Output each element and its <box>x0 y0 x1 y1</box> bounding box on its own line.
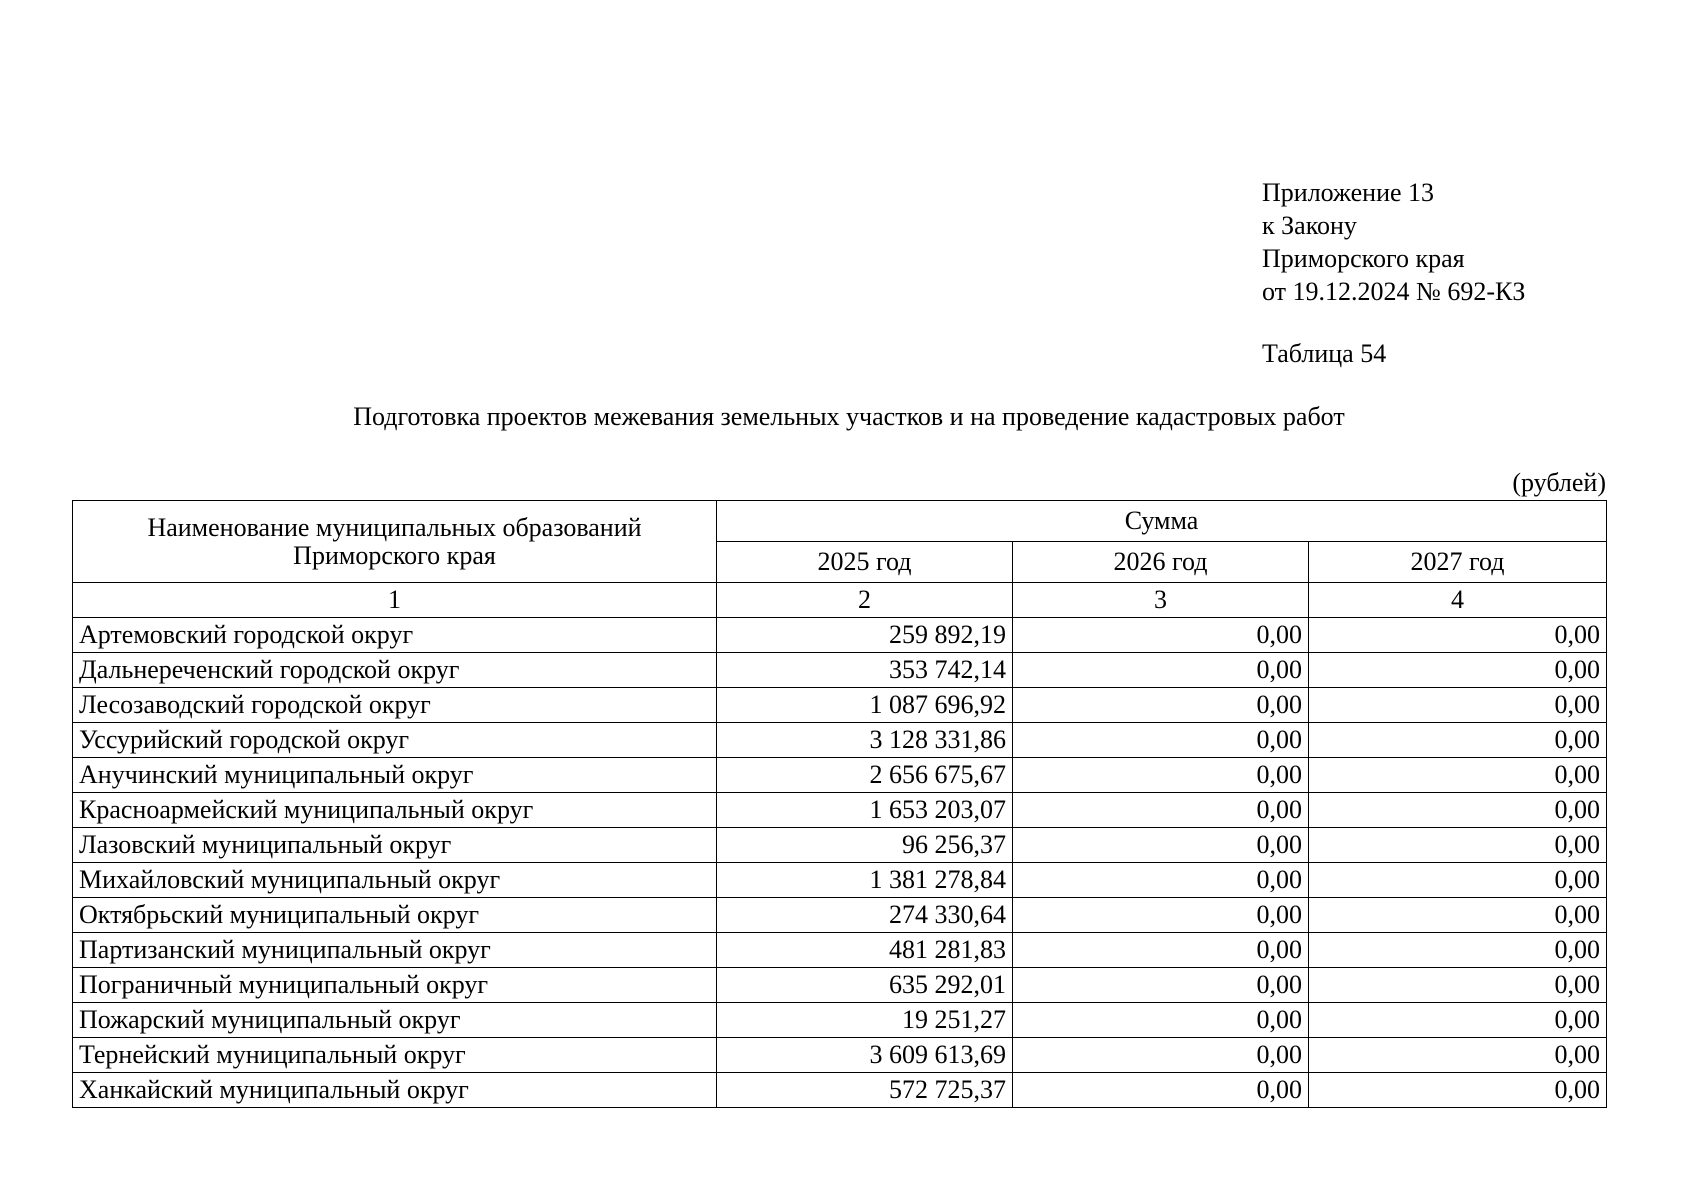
table-row <box>73 1073 1607 1108</box>
municipality-name: Лесозаводский городской округ <box>73 688 717 723</box>
header-year-2025: 2025 год <box>717 542 1013 583</box>
amount-2026: 0,00 <box>1013 1038 1309 1073</box>
table-row <box>73 1003 1607 1038</box>
municipality-name: Тернейский муниципальный округ <box>73 1038 717 1073</box>
appendix-block <box>1262 176 1525 308</box>
header-year-2027: 2027 год <box>1309 542 1607 583</box>
amount-2025: 635 292,01 <box>717 968 1013 1003</box>
table-row <box>73 653 1607 688</box>
amount-2026: 0,00 <box>1013 723 1309 758</box>
amount-2027: 0,00 <box>1309 933 1607 968</box>
amount-2027: 0,00 <box>1309 653 1607 688</box>
amount-2025: 2 656 675,67 <box>717 758 1013 793</box>
amount-2026: 0,00 <box>1013 688 1309 723</box>
municipality-name: Лазовский муниципальный округ <box>73 828 717 863</box>
amount-2025: 19 251,27 <box>717 1003 1013 1038</box>
amount-2025: 572 725,37 <box>717 1073 1013 1108</box>
amount-2027: 0,00 <box>1309 1038 1607 1073</box>
amount-2027: 0,00 <box>1309 1003 1607 1038</box>
amount-2027: 0,00 <box>1309 758 1607 793</box>
municipality-name: Октябрьский муниципальный округ <box>73 898 717 933</box>
municipality-name: Уссурийский городской округ <box>73 723 717 758</box>
header-name-line-2: Приморского края <box>293 540 496 570</box>
table-row <box>73 688 1607 723</box>
table-row <box>73 1038 1607 1073</box>
document-title: Подготовка проектов межевания земельных участков и на проведение кадастровых работ <box>353 402 1345 431</box>
amount-2027: 0,00 <box>1309 863 1607 898</box>
table-row <box>73 618 1607 653</box>
header-name-line-1: Наименование муниципальных образований <box>147 512 642 542</box>
table-row <box>73 758 1607 793</box>
amount-2027: 0,00 <box>1309 723 1607 758</box>
amount-2026: 0,00 <box>1013 1003 1309 1038</box>
column-number: 3 <box>1013 583 1309 618</box>
municipality-name: Красноармейский муниципальный округ <box>73 793 717 828</box>
table-row <box>73 828 1607 863</box>
amount-2026: 0,00 <box>1013 1073 1309 1108</box>
budget-table <box>72 500 1607 1108</box>
amount-2026: 0,00 <box>1013 933 1309 968</box>
amount-2026: 0,00 <box>1013 863 1309 898</box>
amount-2026: 0,00 <box>1013 828 1309 863</box>
municipality-name: Артемовский городской округ <box>73 618 717 653</box>
amount-2027: 0,00 <box>1309 968 1607 1003</box>
column-number: 2 <box>717 583 1013 618</box>
amount-2026: 0,00 <box>1013 898 1309 933</box>
amount-2026: 0,00 <box>1013 618 1309 653</box>
appendix-line-1: Приложение 13 <box>1262 178 1435 207</box>
header-year-2026: 2026 год <box>1013 542 1309 583</box>
amount-2025: 96 256,37 <box>717 828 1013 863</box>
appendix-line-3: Приморского края <box>1262 244 1465 273</box>
municipality-name: Пожарский муниципальный округ <box>73 1003 717 1038</box>
municipality-name: Дальнереченский городской округ <box>73 653 717 688</box>
municipality-name: Анучинский муниципальный округ <box>73 758 717 793</box>
table-row <box>73 863 1607 898</box>
municipality-name: Пограничный муниципальный округ <box>73 968 717 1003</box>
amount-2025: 1 653 203,07 <box>717 793 1013 828</box>
amount-2025: 353 742,14 <box>717 653 1013 688</box>
amount-2027: 0,00 <box>1309 618 1607 653</box>
amount-2025: 1 087 696,92 <box>717 688 1013 723</box>
column-number-row <box>73 583 1607 618</box>
amount-2027: 0,00 <box>1309 793 1607 828</box>
column-number: 1 <box>73 583 717 618</box>
amount-2027: 0,00 <box>1309 898 1607 933</box>
amount-2025: 481 281,83 <box>717 933 1013 968</box>
municipality-name: Михайловский муниципальный округ <box>73 863 717 898</box>
table-row <box>73 793 1607 828</box>
table-row <box>73 898 1607 933</box>
amount-2026: 0,00 <box>1013 653 1309 688</box>
header-sum: Сумма <box>717 501 1607 542</box>
appendix-line-4: от 19.12.2024 № 692-КЗ <box>1262 277 1526 306</box>
municipality-name: Ханкайский муниципальный округ <box>73 1073 717 1108</box>
header-municipality-name <box>73 501 717 583</box>
amount-2025: 3 128 331,86 <box>717 723 1013 758</box>
table-number: Таблица 54 <box>1262 339 1387 368</box>
amount-2026: 0,00 <box>1013 968 1309 1003</box>
column-number: 4 <box>1309 583 1607 618</box>
amount-2026: 0,00 <box>1013 793 1309 828</box>
amount-2025: 274 330,64 <box>717 898 1013 933</box>
amount-2025: 3 609 613,69 <box>717 1038 1013 1073</box>
amount-2025: 1 381 278,84 <box>717 863 1013 898</box>
amount-2027: 0,00 <box>1309 828 1607 863</box>
municipality-name: Партизанский муниципальный округ <box>73 933 717 968</box>
amount-2026: 0,00 <box>1013 758 1309 793</box>
amount-2025: 259 892,19 <box>717 618 1013 653</box>
table-row <box>73 968 1607 1003</box>
units-label: (рублей) <box>1512 468 1606 497</box>
appendix-line-2: к Закону <box>1262 211 1357 240</box>
table-row <box>73 723 1607 758</box>
amount-2027: 0,00 <box>1309 688 1607 723</box>
table-row <box>73 933 1607 968</box>
amount-2027: 0,00 <box>1309 1073 1607 1108</box>
